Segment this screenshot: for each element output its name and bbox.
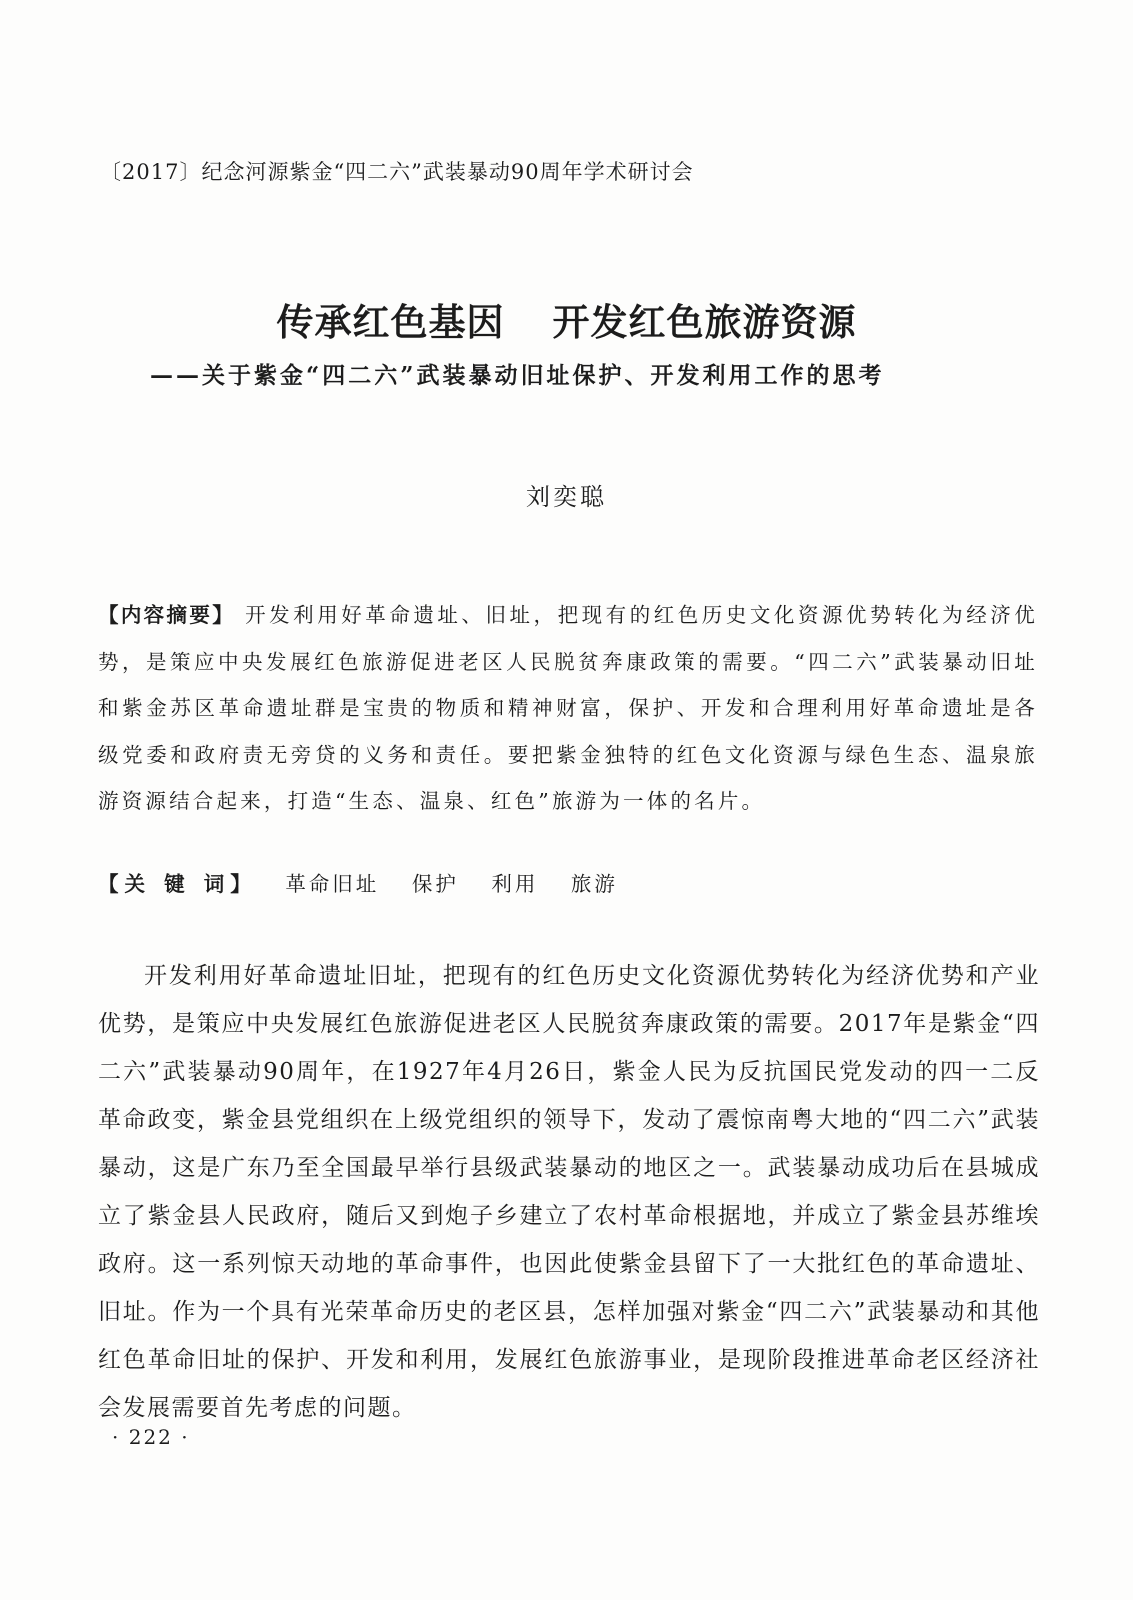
keyword: 保护: [411, 872, 459, 896]
abstract-text: 开发利用好革命遗址、旧址，把现有的红色历史文化资源优势转化为经济优势，是策应中央发展红色旅游促进老区人民脱贫奔康政策的需要。“四二六”武装暴动旧址和紫金苏区革命遗址群是宝贵的物质和精神财富，保护、开发和合理利用好革命遗址是各级党委和政府责无旁贷的义务和责任。要把紫金独特的红色文化资源与绿色生态、温泉旅游资源结合起来，打造“生态、温泉、红色”旅游为一体的名片。: [98, 603, 1038, 813]
abstract-section: [98, 592, 1038, 825]
keyword: 革命旧址: [285, 872, 380, 896]
conference-header: 〔2017〕纪念河源紫金“四二六”武装暴动90周年学术研讨会: [100, 160, 694, 184]
keyword: 旅游: [570, 872, 618, 896]
page-number: · 222 ·: [112, 1425, 190, 1449]
keyword: 利用: [491, 872, 539, 896]
article-title: [0, 292, 1133, 346]
keywords-label: 【关 键 词】: [98, 872, 257, 896]
keywords-section: [98, 867, 644, 897]
title-part-2: 开发红色旅游资源: [552, 300, 857, 344]
title-part-1: 传承红色基因: [276, 300, 505, 344]
body-paragraph: 开发利用好革命遗址旧址，把现有的红色历史文化资源优势转化为经济优势和产业优势，是策应中央发展红色旅游促进老区人民脱贫奔康政策的需要。2017年是紫金“四二六”武装暴动90周年，在1927年4月26日，紫金人民为反抗国民党发动的四一二反革命政变，紫金县党组织在上级党组织的领导下，发动了震惊南粤大地的“四二六”武装暴动，这是广东乃至全国最早举行县级武装暴动的地区之一。武装暴动成功后在县城成立了紫金县人民政府，随后又到炮子乡建立了农村革命根据地，并成立了紫金县苏维埃政府。这一系列惊天动地的革命事件，也因此使紫金县留下了一大批红色的革命遗址、旧址。作为一个具有光荣革命历史的老区县，怎样加强对紫金“四二六”武装暴动和其他红色革命旧址的保护、开发和利用，发展红色旅游事业，是现阶段推进革命老区经济社会发展需要首先考虑的问题。: [98, 963, 1040, 1421]
abstract-label: 【内容摘要】: [98, 603, 236, 627]
author-name: 刘奕聪: [526, 483, 607, 511]
article-subtitle: ——关于紫金“四二六”武装暴动旧址保护、开发利用工作的思考: [150, 362, 885, 389]
